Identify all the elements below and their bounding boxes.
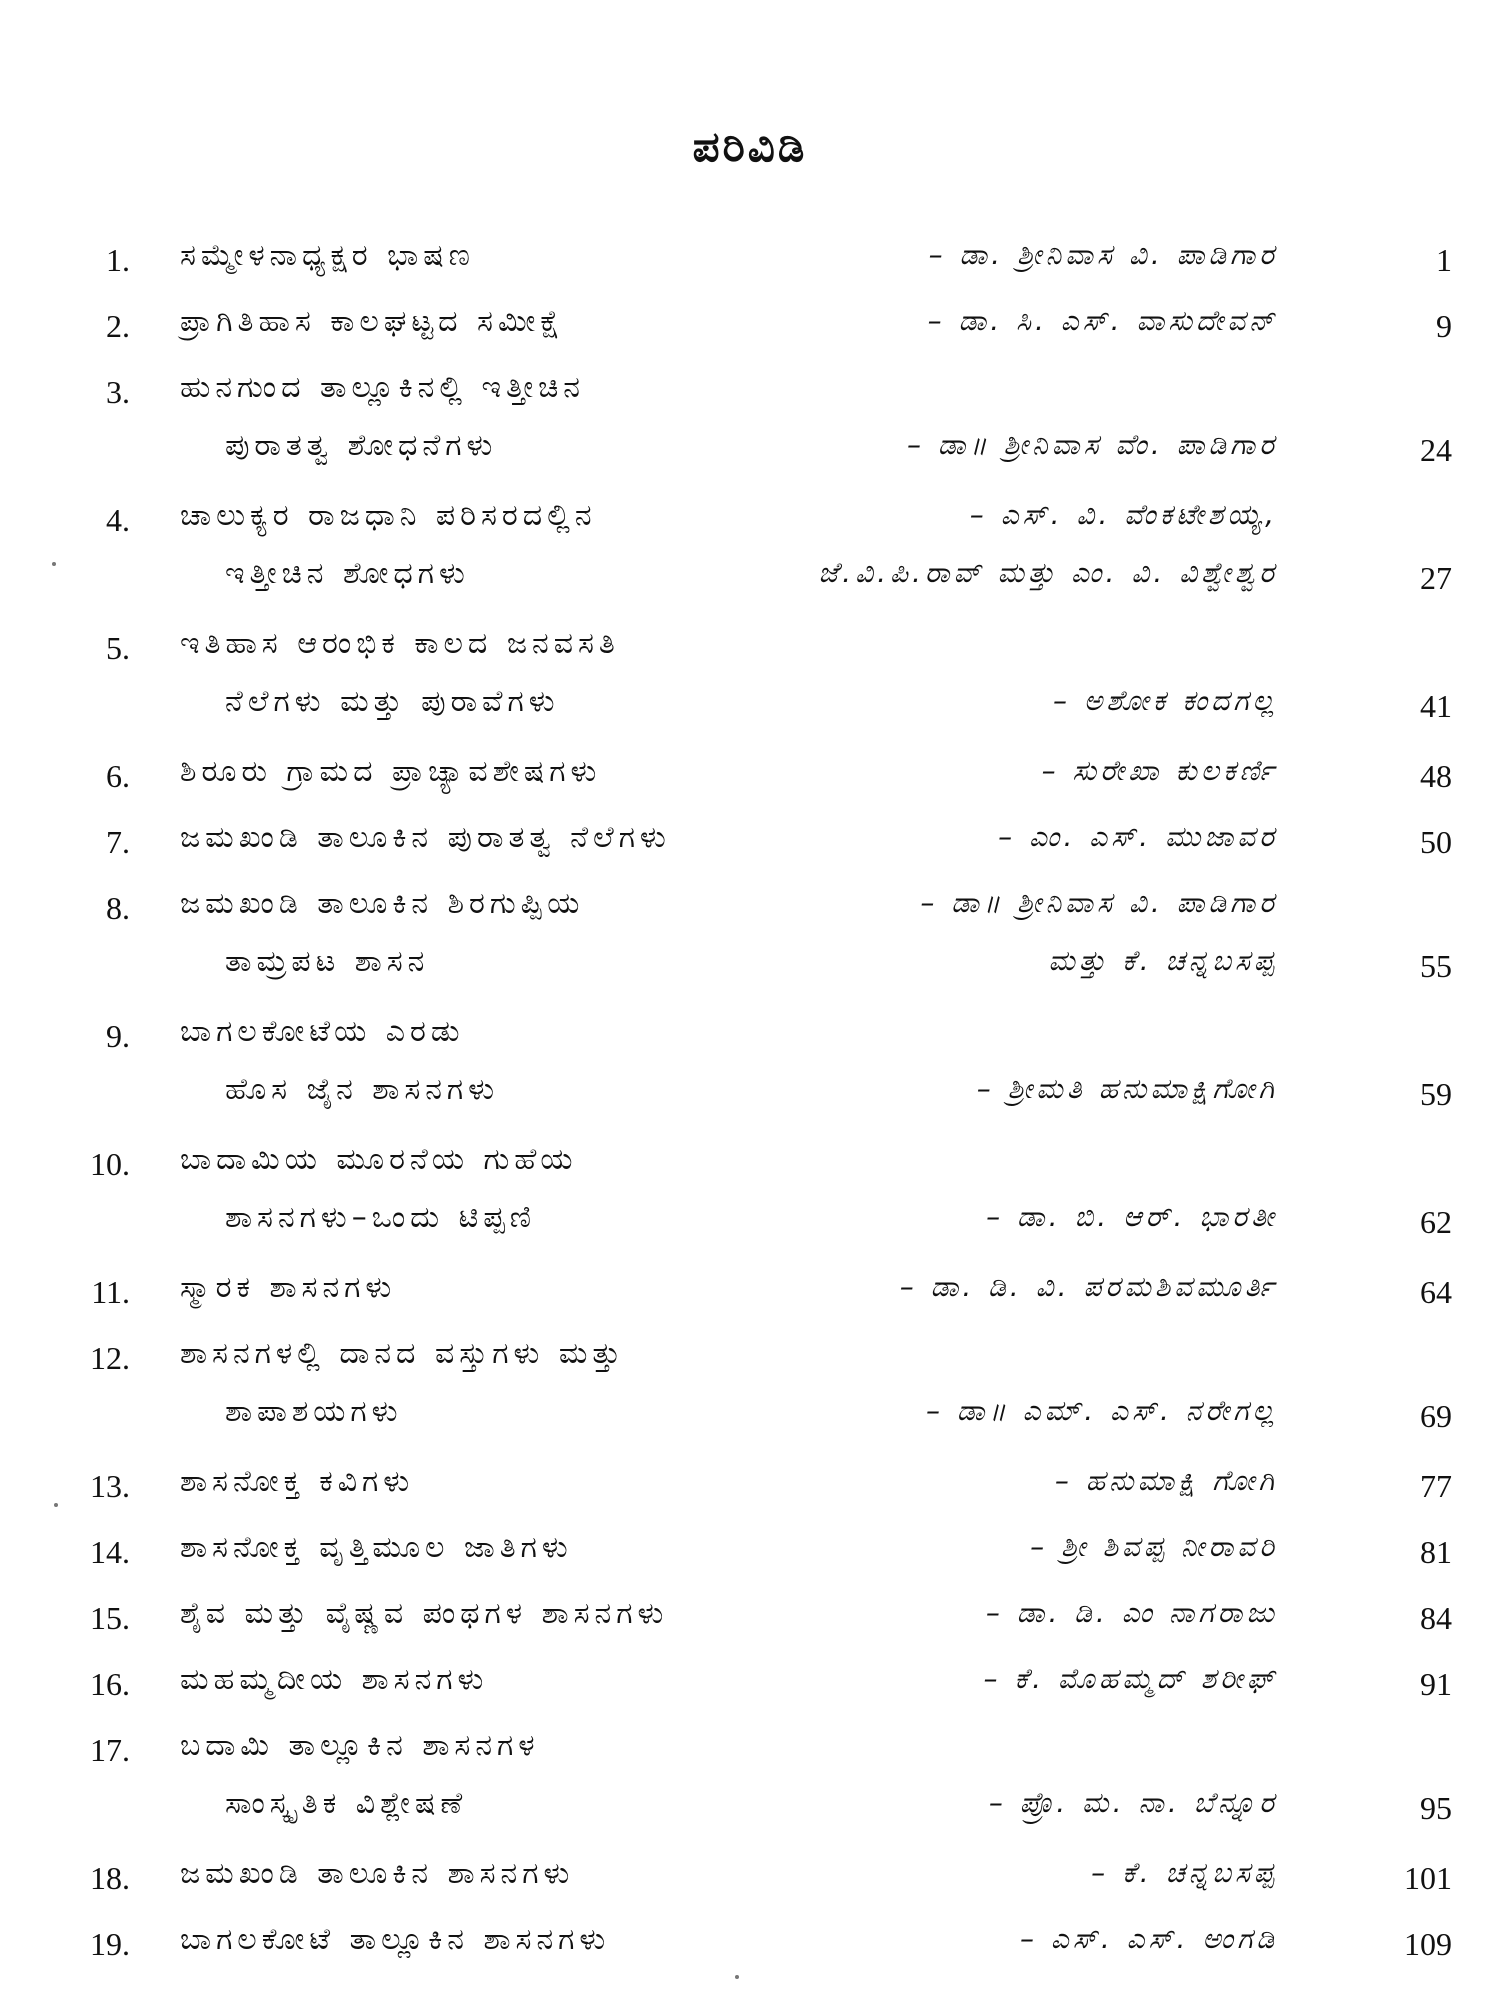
entry-title: ಜಮಖಂಡಿ ತಾಲೂಕಿನ ಶಾಸನಗಳು bbox=[180, 1856, 575, 1891]
entry-title: ಸ್ಮಾರಕ ಶಾಸನಗಳು bbox=[180, 1270, 397, 1305]
entry-page-number: 24 bbox=[1420, 432, 1452, 468]
paper-speck bbox=[735, 1975, 739, 1979]
toc-entry-line bbox=[0, 1850, 1500, 1908]
entry-page-number: 69 bbox=[1420, 1398, 1452, 1434]
toc-entry-line bbox=[0, 1458, 1500, 1516]
entry-page-number: 62 bbox=[1420, 1204, 1452, 1240]
entry-page-number: 101 bbox=[1404, 1860, 1452, 1896]
entry-number: 16. bbox=[90, 1666, 130, 1702]
toc-entry bbox=[0, 1916, 1500, 1982]
entry-author: – ಶ್ರೀಮತಿ ಹನುಮಾಕ್ಷಿಗೋಗಿ bbox=[976, 1072, 1278, 1105]
entry-page-number: 55 bbox=[1420, 948, 1452, 984]
entry-title: ಚಾಲುಕ್ಯರ ರಾಜಧಾನಿ ಪರಿಸರದಲ್ಲಿನ bbox=[180, 498, 597, 533]
toc-entry bbox=[0, 298, 1500, 364]
toc-entry-line bbox=[0, 364, 1500, 422]
entry-title: ಜಮಖಂಡಿ ತಾಲೂಕಿನ ಪುರಾತತ್ವ ನೆಲೆಗಳು bbox=[180, 820, 671, 855]
entry-page-number: 59 bbox=[1420, 1076, 1452, 1112]
entry-spacer bbox=[0, 1648, 1500, 1656]
paper-speck bbox=[52, 562, 56, 566]
entry-author: – ಡಾ॥ ಎಮ್. ಎಸ್. ನರೇಗಲ್ಲ bbox=[926, 1394, 1278, 1427]
entry-page-number: 64 bbox=[1420, 1274, 1452, 1310]
toc-entry-line bbox=[0, 880, 1500, 938]
toc-entry bbox=[0, 1722, 1500, 1850]
entry-number: 5. bbox=[106, 630, 130, 666]
entry-title: ಶಾಸನೋಕ್ತ ವೃತ್ತಿಮೂಲ ಜಾತಿಗಳು bbox=[180, 1530, 573, 1565]
entry-author: – ಡಾ. ಸಿ. ಎಸ್. ವಾಸುದೇವನ್ bbox=[927, 304, 1278, 337]
entry-author: – ಡಾ॥ ಶ್ರೀನಿವಾಸ ವೆಂ. ಪಾಡಿಗಾರ bbox=[906, 428, 1278, 461]
toc-entry-line bbox=[0, 1008, 1500, 1066]
entry-title: ಜಮಖಂಡಿ ತಾಲೂಕಿನ ಶಿರಗುಪ್ಪಿಯ bbox=[180, 886, 585, 921]
toc-entry bbox=[0, 1458, 1500, 1524]
entry-author: – ಎಸ್. ಎಸ್. ಅಂಗಡಿ bbox=[1020, 1922, 1278, 1955]
entry-spacer bbox=[0, 872, 1500, 880]
entry-author: – ಪ್ರೊ. ಮ. ನಾ. ಬೆನ್ನೂರ bbox=[988, 1786, 1278, 1819]
entry-number: 19. bbox=[90, 1926, 130, 1962]
entry-spacer bbox=[0, 1516, 1500, 1524]
entry-spacer bbox=[0, 612, 1500, 620]
entry-title: ತಾಮ್ರಪಟ ಶಾಸನ bbox=[225, 944, 430, 979]
entry-number: 8. bbox=[106, 890, 130, 926]
entry-author: – ಡಾ. ಡಿ. ವಿ. ಪರಮಶಿವಮೂರ್ತಿ bbox=[899, 1270, 1278, 1303]
toc-entry-line bbox=[0, 1722, 1500, 1780]
toc-entry-line bbox=[0, 1524, 1500, 1582]
entry-spacer bbox=[0, 1842, 1500, 1850]
entry-author: – ಡಾ. ಬಿ. ಆರ್. ಭಾರತೀ bbox=[986, 1200, 1278, 1233]
toc-entry-line bbox=[0, 814, 1500, 872]
toc-entry bbox=[0, 1136, 1500, 1264]
entry-title: ಶಾಸನೋಕ್ತ ಕವಿಗಳು bbox=[180, 1464, 415, 1499]
toc-entry bbox=[0, 492, 1500, 620]
entry-number: 13. bbox=[90, 1468, 130, 1504]
entry-title: ಶಾಪಾಶಯಗಳು bbox=[225, 1394, 403, 1429]
paper-speck bbox=[54, 1503, 58, 1507]
toc-entry-line bbox=[0, 620, 1500, 678]
toc-entry bbox=[0, 1330, 1500, 1458]
toc-entry-line bbox=[0, 1780, 1500, 1842]
toc-entry-line bbox=[0, 938, 1500, 1000]
entry-spacer bbox=[0, 1908, 1500, 1916]
entry-title: ಸಮ್ಮೇಳನಾಧ್ಯಕ್ಷರ ಭಾಷಣ bbox=[180, 238, 475, 273]
entry-page-number: 109 bbox=[1404, 1926, 1452, 1962]
entry-title: ನೆಲೆಗಳು ಮತ್ತು ಪುರಾವೆಗಳು bbox=[225, 684, 560, 719]
toc-entry-line bbox=[0, 1330, 1500, 1388]
toc-entry-line bbox=[0, 1136, 1500, 1194]
entry-spacer bbox=[0, 290, 1500, 298]
entry-number: 7. bbox=[106, 824, 130, 860]
toc-entry bbox=[0, 814, 1500, 880]
toc-entry bbox=[0, 232, 1500, 298]
entry-page-number: 77 bbox=[1420, 1468, 1452, 1504]
entry-page-number: 9 bbox=[1436, 308, 1452, 344]
entry-title: ಪ್ರಾಗಿತಿಹಾಸ ಕಾಲಘಟ್ಟದ ಸಮೀಕ್ಷೆ bbox=[180, 304, 565, 339]
entry-author: – ಡಾ॥ ಶ್ರೀನಿವಾಸ ವಿ. ಪಾಡಿಗಾರ bbox=[920, 886, 1278, 919]
entry-title: ಇತ್ತೀಚಿನ ಶೋಧಗಳು bbox=[225, 556, 470, 591]
entry-title: ಪುರಾತತ್ವ ಶೋಧನೆಗಳು bbox=[225, 428, 498, 463]
entry-page-number: 48 bbox=[1420, 758, 1452, 794]
entry-title: ಬಾದಾಮಿಯ ಮೂರನೆಯ ಗುಹೆಯ bbox=[180, 1142, 578, 1177]
toc-entry-line bbox=[0, 422, 1500, 484]
toc-entry-line bbox=[0, 1916, 1500, 1974]
entry-number: 9. bbox=[106, 1018, 130, 1054]
entry-page-number: 27 bbox=[1420, 560, 1452, 596]
entry-title: ಶಿರೂರು ಗ್ರಾಮದ ಪ್ರಾಚ್ಯಾವಶೇಷಗಳು bbox=[180, 754, 602, 789]
entry-page-number: 91 bbox=[1420, 1666, 1452, 1702]
toc-entry bbox=[0, 1656, 1500, 1722]
entry-spacer bbox=[0, 1256, 1500, 1264]
entry-spacer bbox=[0, 1322, 1500, 1330]
entry-title: ಬಾಗಲಕೋಟೆ ತಾಲ್ಲೂಕಿನ ಶಾಸನಗಳು bbox=[180, 1922, 611, 1957]
entry-number: 15. bbox=[90, 1600, 130, 1636]
entry-title: ಶಾಸನಗಳು–ಒಂದು ಟಿಪ್ಪಣಿ bbox=[225, 1200, 536, 1235]
toc-entry bbox=[0, 1524, 1500, 1590]
entry-title: ಮಹಮ್ಮದೀಯ ಶಾಸನಗಳು bbox=[180, 1662, 489, 1697]
toc-entry-line bbox=[0, 1066, 1500, 1128]
toc-entry-line bbox=[0, 1194, 1500, 1256]
toc-entry bbox=[0, 748, 1500, 814]
entry-author: – ಕೆ. ಮೊಹಮ್ಮದ್ ಶರೀಫ್ bbox=[983, 1662, 1278, 1695]
toc-entry bbox=[0, 620, 1500, 748]
entry-spacer bbox=[0, 356, 1500, 364]
table-of-contents bbox=[0, 232, 1500, 1982]
toc-entry-line bbox=[0, 748, 1500, 806]
entry-title: ಇತಿಹಾಸ ಆರಂಭಿಕ ಕಾಲದ ಜನವಸತಿ bbox=[180, 626, 620, 661]
toc-entry bbox=[0, 880, 1500, 1008]
entry-spacer bbox=[0, 484, 1500, 492]
entry-author: – ಎಸ್. ವಿ. ವೆಂಕಟೇಶಯ್ಯ, bbox=[969, 498, 1278, 531]
toc-entry-line bbox=[0, 492, 1500, 550]
entry-spacer bbox=[0, 806, 1500, 814]
toc-entry bbox=[0, 1008, 1500, 1136]
toc-entry-line bbox=[0, 550, 1500, 612]
entry-number: 14. bbox=[90, 1534, 130, 1570]
toc-entry bbox=[0, 1590, 1500, 1656]
toc-entry-line bbox=[0, 1388, 1500, 1450]
toc-entry bbox=[0, 364, 1500, 492]
entry-spacer bbox=[0, 740, 1500, 748]
entry-number: 11. bbox=[91, 1274, 130, 1310]
entry-page-number: 41 bbox=[1420, 688, 1452, 724]
entry-spacer bbox=[0, 1128, 1500, 1136]
entry-author: – ಎಂ. ಎಸ್. ಮುಜಾವರ bbox=[998, 820, 1278, 853]
entry-spacer bbox=[0, 1450, 1500, 1458]
entry-number: 3. bbox=[106, 374, 130, 410]
toc-entry bbox=[0, 1850, 1500, 1916]
entry-title: ಬದಾಮಿ ತಾಲ್ಲೂಕಿನ ಶಾಸನಗಳ bbox=[180, 1728, 540, 1763]
entry-author: – ಡಾ. ಡಿ. ಎಂ ನಾಗರಾಜು bbox=[985, 1596, 1278, 1629]
entry-number: 18. bbox=[90, 1860, 130, 1896]
toc-entry-line bbox=[0, 1590, 1500, 1648]
entry-number: 6. bbox=[106, 758, 130, 794]
toc-entry bbox=[0, 1264, 1500, 1330]
entry-number: 2. bbox=[106, 308, 130, 344]
toc-entry-line bbox=[0, 678, 1500, 740]
entry-author: ಜೆ.ವಿ.ಪಿ.ರಾವ್ ಮತ್ತು ಎಂ. ವಿ. ವಿಶ್ವೇಶ್ವರ bbox=[818, 556, 1278, 589]
toc-entry-line bbox=[0, 232, 1500, 290]
toc-entry-line bbox=[0, 1656, 1500, 1714]
entry-author: – ಶ್ರೀ ಶಿವಪ್ಪ ನೀರಾವರಿ bbox=[1030, 1530, 1278, 1563]
entry-number: 4. bbox=[106, 502, 130, 538]
entry-number: 1. bbox=[106, 242, 130, 278]
entry-spacer bbox=[0, 1582, 1500, 1590]
entry-page-number: 50 bbox=[1420, 824, 1452, 860]
entry-author: – ಅಶೋಕ ಕಂದಗಲ್ಲ bbox=[1053, 684, 1278, 717]
entry-title: ಹುನಗುಂದ ತಾಲ್ಲೂಕಿನಲ್ಲಿ ಇತ್ತೀಚಿನ bbox=[180, 370, 585, 405]
entry-author: – ಡಾ. ಶ್ರೀನಿವಾಸ ವಿ. ಪಾಡಿಗಾರ bbox=[928, 238, 1278, 271]
page-title: ಪರಿವಿಡಿ bbox=[692, 122, 808, 171]
entry-title: ಹೊಸ ಜೈನ ಶಾಸನಗಳು bbox=[225, 1072, 499, 1107]
entry-spacer bbox=[0, 1714, 1500, 1722]
entry-title: ಸಾಂಸ್ಕೃತಿಕ ವಿಶ್ಲೇಷಣೆ bbox=[225, 1786, 468, 1821]
entry-title: ಶೈವ ಮತ್ತು ವೈಷ್ಣವ ಪಂಥಗಳ ಶಾಸನಗಳು bbox=[180, 1596, 669, 1631]
entry-title: ಶಾಸನಗಳಲ್ಲಿ ದಾನದ ವಸ್ತುಗಳು ಮತ್ತು bbox=[180, 1336, 626, 1371]
entry-author: – ಕೆ. ಚನ್ನಬಸಪ್ಪ bbox=[1091, 1856, 1278, 1889]
entry-page-number: 1 bbox=[1436, 242, 1452, 278]
entry-spacer bbox=[0, 1974, 1500, 1982]
entry-number: 17. bbox=[90, 1732, 130, 1768]
entry-page-number: 81 bbox=[1420, 1534, 1452, 1570]
entry-page-number: 84 bbox=[1420, 1600, 1452, 1636]
toc-entry-line bbox=[0, 1264, 1500, 1322]
entry-title: ಬಾಗಲಕೋಟೆಯ ಎರಡು bbox=[180, 1014, 465, 1049]
entry-number: 10. bbox=[90, 1146, 130, 1182]
entry-author: ಮತ್ತು ಕೆ. ಚನ್ನಬಸಪ್ಪ bbox=[1048, 944, 1278, 977]
entry-page-number: 95 bbox=[1420, 1790, 1452, 1826]
toc-entry-line bbox=[0, 298, 1500, 356]
entry-spacer bbox=[0, 1000, 1500, 1008]
entry-author: – ಸುರೇಖಾ ಕುಲಕರ್ಣಿ bbox=[1041, 754, 1278, 787]
entry-number: 12. bbox=[90, 1340, 130, 1376]
entry-author: – ಹನುಮಾಕ್ಷಿ ಗೋಗಿ bbox=[1054, 1464, 1278, 1497]
